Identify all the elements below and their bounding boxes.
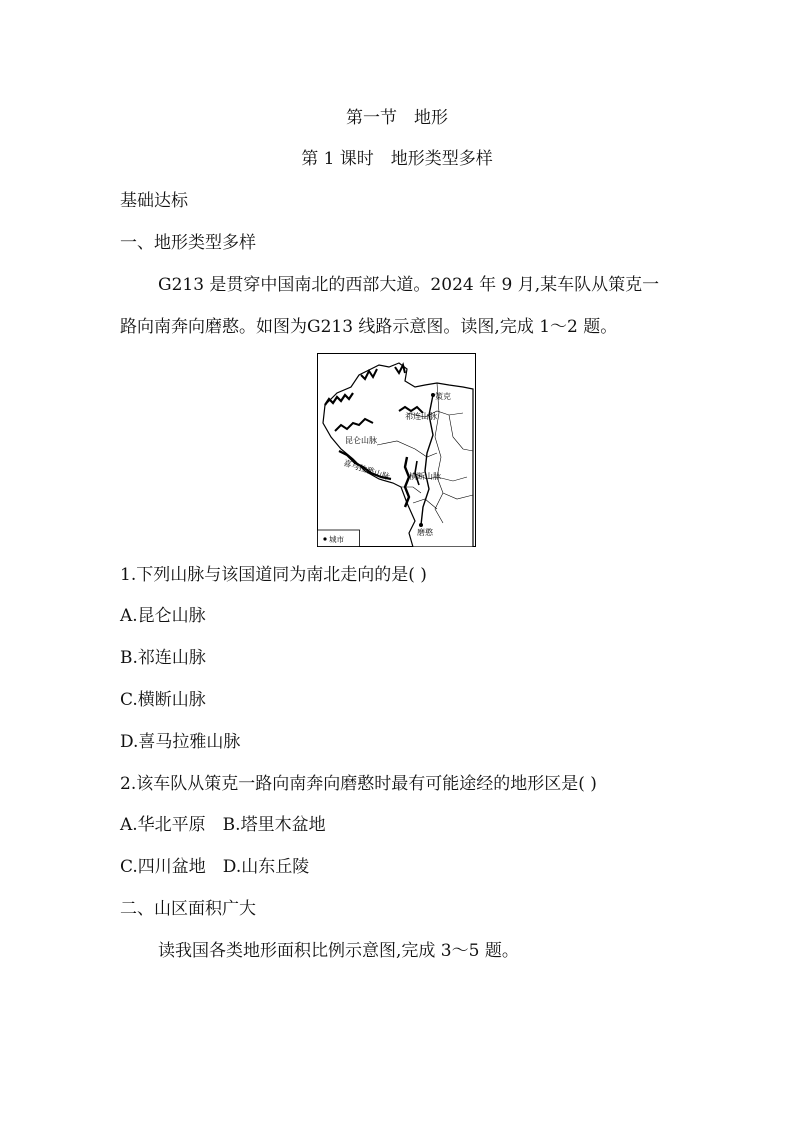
map-legend-city: 城市 <box>329 535 344 544</box>
part2-intro: 读我国各类地形面积比例示意图,完成 3～5 题。 <box>158 941 519 961</box>
qilian-mountains-label: 祁连山脉 <box>405 412 437 421</box>
intro-line-1: G213 是贯穿中国南北的西部大道。2024 年 9 月,某车队从策克一 <box>158 275 660 295</box>
q2-options-row-2: C.四川盆地 D.山东丘陵 <box>120 857 310 877</box>
basic-label: 基础达标 <box>120 191 188 211</box>
q2-options-row-1: A.华北平原 B.塔里木盆地 <box>120 815 326 835</box>
q1-option-d: D.喜马拉雅山脉 <box>120 732 241 752</box>
hengduan-mountains-label: 横断山脉 <box>409 472 441 481</box>
part1-title: 一、地形类型多样 <box>120 233 256 253</box>
city-label-mohan: 磨憨 <box>417 528 433 537</box>
section-title: 第一节 地形 <box>346 108 448 128</box>
q1-option-c: C.横断山脉 <box>120 690 206 710</box>
q2-stem: 2.该车队从策克一路向南奔向磨憨时最有可能途经的地形区是( ) <box>120 774 597 794</box>
q1-option-b: B.祁连山脉 <box>120 648 206 668</box>
intro-line-2: 路向南奔向磨憨。如图为G213 线路示意图。读图,完成 1～2 题。 <box>120 317 618 337</box>
lesson-title: 第 1 课时 地形类型多样 <box>301 149 493 169</box>
himalaya-mountains-label: 喜马拉雅山脉 <box>342 458 391 482</box>
kunlun-mountains-label: 昆仑山脉 <box>345 436 377 445</box>
part2-title: 二、山区面积广大 <box>120 899 256 919</box>
city-legend-dot <box>323 537 326 540</box>
g213-route-map <box>317 353 476 547</box>
city-label-ceke: 策克 <box>435 392 451 401</box>
q1-stem: 1.下列山脉与该国道同为南北走向的是( ) <box>120 565 427 585</box>
q1-option-a: A.昆仑山脉 <box>120 606 206 626</box>
